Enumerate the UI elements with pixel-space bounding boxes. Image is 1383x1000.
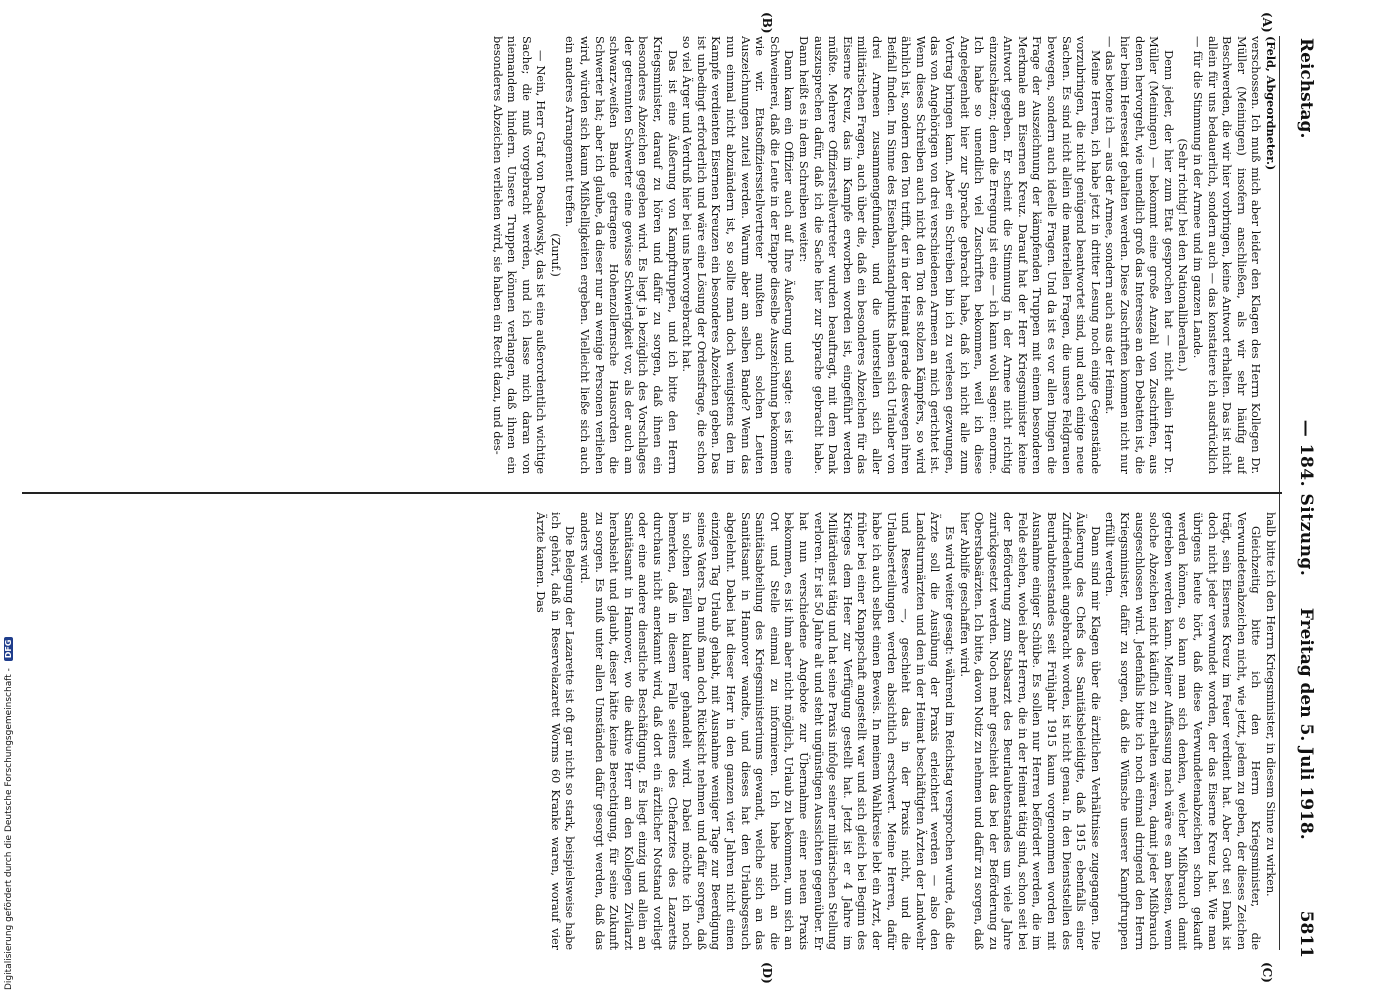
paragraph: Meine Herren, ich habe jetzt in dritter Lesung noch einige Gegenstände vorzubringen, die nicht genügend beantwortet sind, und auch einige neue Sachen. Es sind nicht allein die materiellen Fragen, die unsere Feldgrauen bewegen, sondern auch ideelle Fragen. Und da ist es vor allen Dingen die Frage der Auszeichnung der kämpfenden Truppen mit einem besonderen Merkmale am Eisernen Kreuz. Darauf hat der Herr Kriegsminister keine Antwort gegeben. Er scheint die Stimmung in der Armee nicht richtig einzuschätzen; denn die Erregung ist eine — ich kann wohl sagen: enorme. Ich habe so unendlich viel Zuschriften bekommen, weil ich diese Angelegenheit hier zur Sprache gebracht habe, daß ich nicht alle zum Vortrag bringen kann. Aber ein Schreiben bin ich zu verlesen gezwungen, das von Angehörigen von drei verschiedenen Armeen an mich gerichtet ist. Wenn dieses Schreiben auch nicht den Ton des stolzen Kämpfers, so wird ähnlich ist, sondern den Ton trifft, der in der Heimat gerade deswegen ihren Beifall finden. Im Sinne des Eisenbahnstandpunkts haben sich Urlauber von drei Armeen zusammengefunden, und die unterstellen sich aller militärischen Fragen, auch über die, daß ein besonderes Abzeichen für das Eiserne Kreuz, das im Kampfe erworben worden ist, eingeführt werden müßte. Mehrere Offizierstellvertreter wurden beauftragt, mit dem Dank auszusprechen dafür, daß ich die Sache hier zur Sprache gebracht habe. Dann heißt es in dem Schreiben weiter:	[797, 36, 1103, 474]
quoted-letter: Dann kam ein Offizier auch auf Ihre Äußerung und sagte: es ist eine Schweinerei, daß die Leute in der Etappe dieselbe Auszeichnung bekommen wie wir. Etatsoffiziersstellvertreter mußten auch solchen Leuten Auszeichnungen zuteil werden. Warum aber am selben Bande? Wenn das nun einmal nicht abzuändern ist, so sollte man doch wenigstens den im Kampfe verdienten Eisernen Kreuzen ein besonderes Abzeichen geben. Das ist unbedingt erforderlich und wäre eine Lösung der Ordensfrage, die schon so viel Ärger und Verdruß hier bei uns hervorgebracht hat.	[680, 36, 797, 474]
digitization-credit	[4, 610, 14, 990]
column-divider	[22, 492, 1282, 494]
margin-marker-c: (C)	[1260, 962, 1274, 983]
right-column	[38, 512, 1278, 950]
interjection: (Sehr richtig! bei den Nationalliberalen.)	[1176, 138, 1191, 372]
margin-marker-a: (A)	[1260, 12, 1274, 33]
header-left-title: Reichstag.	[1296, 38, 1316, 139]
paragraph: Die Belegung der Lazarette ist oft gar nicht so stark, beispielsweise habe ich gehört, daß in Reservelazarett Worms 60 Kranke waren, worauf vier Ärzte kamen. Das	[534, 512, 578, 950]
header-center-title: — 184. Sitzung.	[1296, 419, 1316, 577]
paragraph: Denn jeder, der hier zum Etat gesprochen hat — nicht allein Herr Dr. Müller (Meiningen) — bekommt eine große Anzahl von Zuschriften, aus denen hervorgeht, wie unendlich groß das Interesse an den Debatten ist, die hier beim Heeresetat gehalten werden. Diese Zuschriften kommen nicht nur — das betone ich — aus der Armee, sondern auch aus der Heimat.	[1103, 36, 1176, 474]
paragraph: halb bitte ich den Herrn Kriegsminister, in diesem Sinne zu wirken.	[1264, 512, 1278, 897]
dfg-logo: DFG	[4, 637, 13, 662]
paragraph: verschossen. Ich muß mich aber leider den Klagen des Herrn Kollegen Dr. Müller (Meiningen) insofern anschließen, als wir sehr häufig auf Beschwerden, die wir hier vorbringen, keine Antwort erhalten. Das ist nicht allein für uns bedauerlich, sondern auch — das konstatiere ich ausdrücklich — für die Stimmung in der Armee und im ganzen Lande.	[1191, 36, 1264, 474]
margin-marker-d: (D)	[760, 962, 774, 984]
margin-marker-b: (B)	[760, 12, 774, 34]
credit-text: Digitalisierung gefördert durch die Deutsche Forschungsgemeinschaft -	[4, 668, 14, 990]
page-header	[1282, 38, 1322, 958]
header-date-page	[1296, 608, 1316, 958]
page-number: 5811	[1296, 910, 1316, 958]
left-column	[38, 36, 1278, 474]
paragraph: — Nein, Herr Graf von Posadowsky, das ist eine außerordentlich wichtige Sache; die muß vorgebracht werden, und ich lasse mich daran von niemandem hindern. Unsere Truppen können verlangen, daß ihnen ein besonderes Abzeichen verliehen wird, sie haben ein Recht dazu, und des-	[490, 36, 549, 474]
header-session	[1296, 348, 1316, 648]
paragraph: Es wird weiter gesagt: während im Reichstag versprochen wurde, daß die Ärzte soll die Ausübung der Praxis erleichtert werden — also den Landsturmärzten und den in der Heimat beschäftigten Ärzten der Landwehr und Reserve —, geschieht das in der Praxis nicht, und die Urlaubserteilungen werden absichtlich erschwert. Meine Herren, dafür habe ich auch selbst einen Beweis. In meinem Wahlkreise lebt ein Arzt, der früher bei einer Knappschaft angestellt war und sich gleich bei Beginn des Krieges dem Heer zur Verfügung gestellt hat. Jetzt ist er 4 Jahre im Militärdienst tätig und hat seine Praxis infolge seiner militärischen Stellung verloren. Er ist 50 Jahre alt und steht ungünstigen Aussichten gegenüber. Er hat nun verschiedene Angebote zur Übernahme einer neuen Praxis bekommen, es ist ihm aber nicht möglich, Urlaub zu bekommen, um sich an Ort und Stelle einmal zu informieren. Ich habe mich an die Sanitätsabteilung des Kriegsministeriums gewandt, welche sich an das Sanitätsamt in Hannover wandte, und dieses hat den Urlaubsgesuch abgelehnt. Dabei hat dieser Herr in den ganzen vier Jahren nicht einen einzigen Tag Urlaub gehabt, mit Ausnahme weniger Tage zur Beerdigung seines Vaters. Da muß man doch Rücksicht nehmen und dafür sorgen, daß in solchen Fällen kulanter gehandelt wird. Dabei möchte ich noch bemerken, daß in diesem Falle seitens des Chefarztes des Lazaretts durchaus nicht anerkannt wird, daß dort ein ärztlicher Notstand vorliegt oder eine andere dienstliche Beschäftigung. Es liegt einzig und allein an Sanitätsamt in Hannover, wo die aktive Herr an den Kollegen Zivilarzt herabsieht und glaubt, dieser hätte keine Berechtigung, für seine Zukunft zu sorgen. Es muß unter allen Umständen dafür gesorgt werden, daß das anders wird.	[578, 512, 957, 950]
speaker-label: (Feld, Abgeordneter.)	[1264, 36, 1278, 171]
paragraph: Gleichzeitig bitte ich den Herrn Kriegsminister, die Verwundetenabzeichen nicht, wie jetzt, jedem zu geben, der dieses Zeichen trägt, sein Eisernes Kreuz im Feuer verdient hat. Aber Gott sei Dank ist doch nicht jeder verwundet worden, der das Eiserne Kreuz hat. Wie man übrigens heute hört, daß diese Verwundetenabzeichen schon gekauft werden können, so kann man sich denken, welcher Mißbrauch damit getrieben werden kann. Meiner Auffassung nach wäre es am besten, wenn solche Abzeichen nicht käuflich zu erhalten wären, damit jeder Mißbrauch ausgeschlossen wird. Jedenfalls bitte ich noch einmal dringend den Herrn Kriegsminister, dafür zu sorgen, daß die Wünsche unserer Kampftruppen erfüllt werden.	[1103, 512, 1264, 950]
interjection: (Zuruf.)	[548, 233, 563, 277]
header-date: Freitag den 5. Juli 1918.	[1296, 607, 1316, 840]
paragraph: Dann sind mir Klagen über die ärztlichen Verhältnisse zugegangen. Die Äußerung des Chefs des Sanitätsbeleidigte, daß 1915 ebenfalls einer Zufriedenheit angebracht worden, ist nicht genau. In den Dienststellen des Beurlaubtenstandes seit Frühjahr 1915 kaum vorgenommen worden mit Ausnahme einiger Schübe. Es sollen nur Herren befördert werden, die im Felde stehen, wobei aber Herren, die in der Heimat tätig sind, schon seit bei der Beförderung zum Stabsarzt des Beurlaubtenstandes um viele Jahre zurückgesetzt werden. Noch mehr geschieht das bei der Beförderung zu Oberstabsärzten. Ich bitte, davon Notiz zu nehmen und dafür zu sorgen, daß hier Abhilfe geschaffen wird.	[957, 512, 1103, 950]
digitization-credit-strip	[0, 0, 22, 1000]
paragraph: Das ist eine Äußerung von Kampftruppen, und ich bitte den Herrn Kriegsminister, darauf zu hören und dafür zu sorgen, daß ihnen ein besonderes Abzeichen gegeben wird. Es liegt ja bezüglich des Vorschlages der getrennten Schwerter eine gewisse Schwierigkeit vor, als der auch am schwarz-weißen Bande getragene Hohenzollernsche Hausorden die Schwerter hat; aber ich glaube, da dieser nur an wenige Personen verliehen wird, würden sich kaum Mißhelligkeiten ergeben. Vielleicht ließe sich auch ein anderes Arrangement treffen.	[563, 36, 680, 474]
